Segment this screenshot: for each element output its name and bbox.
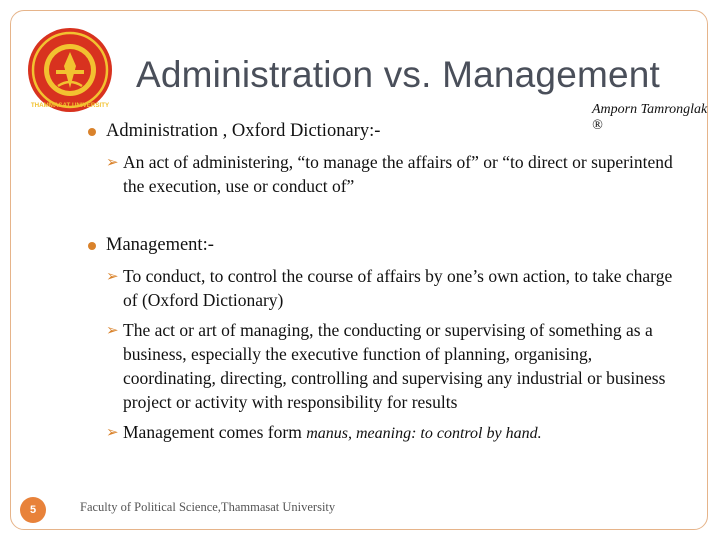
sub-bullet-italic-text: manus, meaning: to control by hand. bbox=[306, 425, 542, 442]
slide-content bbox=[88, 118, 688, 446]
sub-bullet-text: To conduct, to control the course of affairs by one’s own action, to take charge of (Oxford Dictionary) bbox=[123, 266, 673, 310]
arrow-bullet-icon: ➢ bbox=[106, 321, 119, 339]
sub-bullet-management-conduct bbox=[88, 264, 688, 312]
arrow-bullet-icon: ➢ bbox=[106, 423, 119, 441]
sub-bullet-text: An act of administering, “to manage the affairs of” or “to direct or superintend the execution, use or conduct of” bbox=[123, 152, 673, 196]
author-credit: Amporn Tamronglak ® bbox=[592, 102, 708, 133]
bullet-dot-icon bbox=[88, 242, 96, 250]
bullet-management bbox=[88, 232, 688, 258]
sub-bullet-lead-text: Management comes form bbox=[123, 422, 307, 442]
footer-text: Faculty of Political Science,Thammasat University bbox=[80, 500, 336, 514]
bullet-administration bbox=[88, 118, 688, 144]
arrow-bullet-icon: ➢ bbox=[106, 153, 119, 171]
university-seal-icon bbox=[26, 26, 114, 114]
sub-bullet-administration-definition bbox=[88, 150, 688, 198]
page-number-badge: 5 bbox=[20, 497, 46, 523]
sub-bullet-management-etymology bbox=[88, 420, 688, 446]
sub-bullet-management-definition bbox=[88, 318, 688, 414]
bullet-dot-icon bbox=[88, 128, 96, 136]
bullet-text: Administration , Oxford Dictionary:- bbox=[106, 121, 381, 141]
slide-title: Administration vs. Management bbox=[136, 54, 661, 95]
sub-bullet-text: The act or art of managing, the conducting or supervising of something as a business, especially the executive function of planning, organising, coordinating, directing, controlling and supervising any industrial or business project or activity with responsibility for results bbox=[123, 320, 666, 412]
arrow-bullet-icon: ➢ bbox=[106, 267, 119, 285]
bullet-text: Management:- bbox=[106, 235, 214, 255]
svg-text:THAMMASAT UNIVERSITY: THAMMASAT UNIVERSITY bbox=[30, 102, 110, 109]
